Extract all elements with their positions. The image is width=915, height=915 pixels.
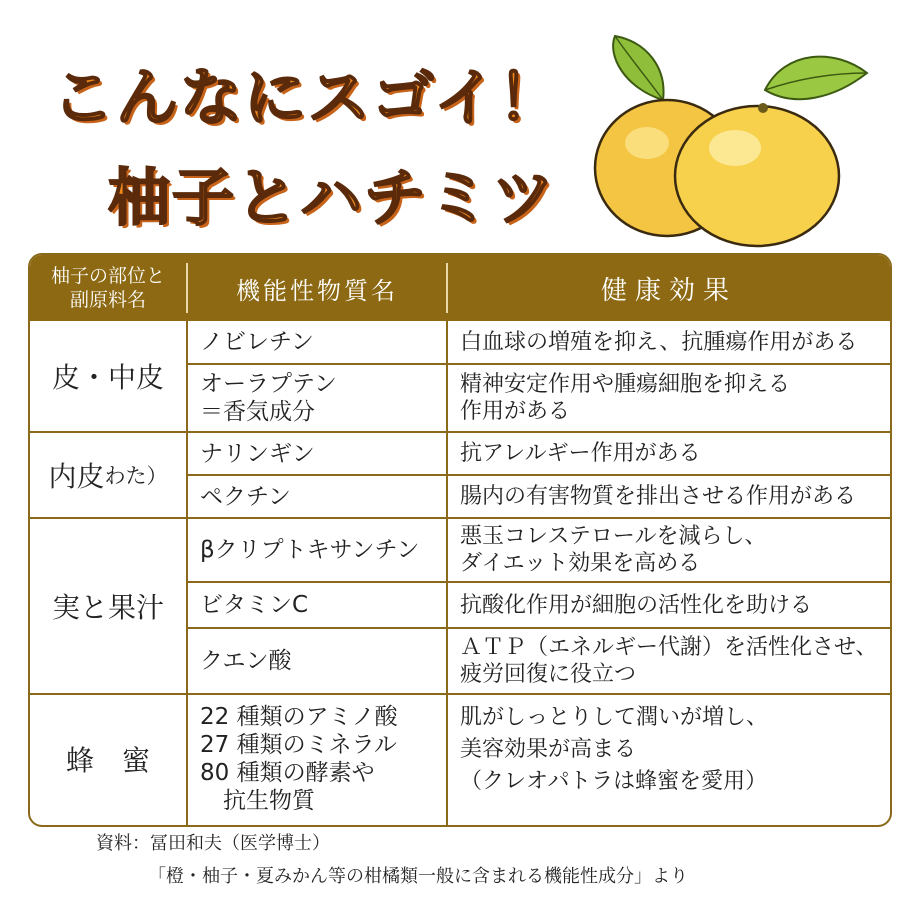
- part-pith-note: わた）: [104, 464, 168, 488]
- substance-text: ビタミンC: [200, 592, 309, 618]
- substance-text: ノビレチン: [200, 329, 314, 355]
- effect-cell: [448, 433, 890, 474]
- effect-text: 美容効果が高まる: [460, 737, 637, 762]
- substance-cell: [188, 629, 446, 693]
- substance-text: 80 種類の酵素や: [200, 760, 375, 786]
- yuzu-fruit-icon: [595, 100, 839, 246]
- effect-cell: [448, 365, 890, 431]
- effect-text: 抗アレルギー作用がある: [460, 441, 701, 466]
- substance-text: オーラプテン: [200, 371, 337, 397]
- title-line-1: こんなにスゴイ！: [52, 61, 563, 134]
- substance-cell: [188, 695, 446, 823]
- part-honey: 蜂 蜜: [65, 744, 150, 777]
- part-fruit-juice: 実と果汁: [51, 591, 164, 624]
- yuzu-illustration: [585, 28, 895, 253]
- substance-text: βクリプトキサンチン: [200, 537, 420, 563]
- effect-text: ダイエット効果を高める: [460, 551, 701, 576]
- substance-cell: [188, 321, 446, 363]
- effect-text: 作用がある: [460, 399, 571, 424]
- effect-cell: [448, 695, 890, 805]
- effect-text: 抗酸化作用が細胞の活性化を助ける: [460, 592, 813, 618]
- part-pith-label: 内皮: [48, 460, 105, 493]
- table-header: [30, 255, 890, 321]
- part-peel: 皮・中皮: [51, 361, 164, 394]
- substance-cell: [188, 583, 446, 627]
- yuzu-honey-table: [28, 253, 892, 827]
- substance-cell: [188, 365, 446, 431]
- substance-cell: [188, 519, 446, 581]
- substance-text: クエン酸: [200, 648, 292, 674]
- title-line-2: 柚子とハチミツ: [108, 161, 557, 234]
- effect-cell: [448, 519, 890, 581]
- substance-text: ペクチン: [200, 483, 291, 510]
- source-line-1: 資料：冨田和夫（医学博士）: [96, 833, 330, 854]
- part-pith: [30, 433, 186, 517]
- header-effect: 健康効果: [600, 275, 737, 306]
- effect-text: 肌がしっとりして潤いが増し、: [460, 705, 769, 730]
- effect-text: 悪玉コレステロールを減らし、: [460, 524, 767, 549]
- substance-cell: [188, 433, 446, 474]
- substance-text: 22 種類のアミノ酸: [200, 704, 398, 730]
- effect-text: ＡＴＰ（エネルギー代謝）を活性化させ、: [460, 635, 878, 660]
- substance-cell: [188, 476, 446, 517]
- effect-cell: [448, 321, 890, 363]
- header-part-line-2: 副原料名: [69, 289, 146, 311]
- effect-cell: [448, 629, 890, 693]
- effect-text: 腸内の有害物質を排出させる作用がある: [460, 484, 857, 509]
- column-divider: [186, 695, 188, 825]
- effect-cell: [448, 583, 890, 627]
- header-substance: 機能性物質名: [236, 276, 398, 305]
- substance-text: 抗生物質: [200, 788, 315, 814]
- effect-cell: [448, 476, 890, 517]
- effect-text: 白血球の増殖を抑え、抗腫瘍作用がある: [460, 329, 858, 355]
- substance-text: 27 種類のミネラル: [200, 732, 397, 758]
- source-line-2: 「橙・柚子・夏みかん等の柑橘類一般に含まれる機能性成分」より: [148, 866, 688, 887]
- substance-text: ＝香気成分: [200, 399, 315, 425]
- effect-text: 疲労回復に役立つ: [460, 662, 637, 687]
- header-part-line-1: 柚子の部位と: [50, 265, 165, 287]
- leaf-icon: [613, 36, 867, 100]
- header-part: [30, 255, 186, 321]
- effect-text: 精神安定作用や腫瘍細胞を抑える: [460, 372, 791, 397]
- substance-text: ナリンギン: [200, 440, 315, 467]
- effect-text: （クレオパトラは蜂蜜を愛用）: [460, 769, 768, 794]
